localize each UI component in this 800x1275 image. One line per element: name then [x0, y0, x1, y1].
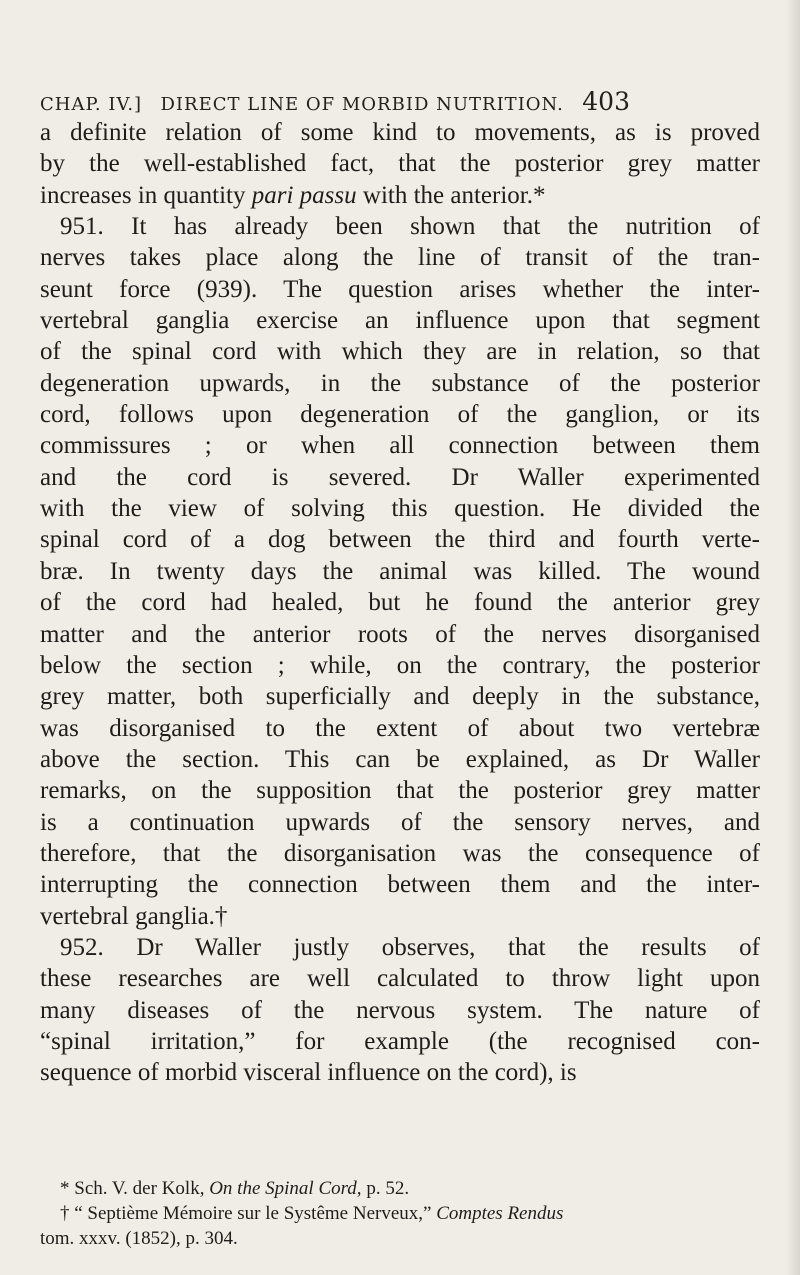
footnote-line: * Sch. V. der Kolk, On the Spinal Cord, p. 52.	[60, 1178, 410, 1199]
text-line: 952. Dr Waller justly observes, that the results of	[60, 933, 760, 961]
footnote-italic: On the Spinal Cord,	[209, 1178, 362, 1199]
text-line: vertebral ganglia exercise an influence upon that segment	[40, 307, 760, 335]
footnote-italic: Comptes Rendus	[436, 1203, 564, 1224]
text-line: sequence of morbid visceral influence on the cord), is	[40, 1059, 577, 1087]
text-line: below the section ; while, on the contrary, the posterior	[40, 651, 760, 679]
body-text	[40, 117, 760, 1089]
text-line: spinal cord of a dog between the third and fourth verte-	[40, 526, 760, 554]
text-line: interrupting the connection between them and the inter-	[40, 871, 760, 899]
text-line: seunt force (939). The question arises whether the inter-	[40, 275, 760, 303]
text-line: matter and the anterior roots of the nerves disorganised	[40, 620, 760, 648]
text-line: degeneration upwards, in the substance of the posterior	[40, 369, 760, 397]
text-line: and the cord is severed. Dr Waller experimented	[40, 463, 760, 491]
text-line: these researches are well calculated to throw light upon	[40, 965, 760, 993]
text-line: “spinal irritation,” for example (the recognised con-	[40, 1027, 760, 1055]
text-line: a definite relation of some kind to movements, as is proved	[40, 119, 760, 146]
page-number: 403	[582, 87, 630, 116]
text-line: 951. It has already been shown that the nutrition of	[60, 213, 760, 241]
running-head	[40, 87, 630, 116]
text-line: with the view of solving this question. He divided the	[40, 495, 760, 523]
text-line: therefore, that the disorganisation was the consequence of	[40, 839, 760, 867]
text-line: is a continuation upwards of the sensory nerves, and	[40, 808, 760, 836]
text-line: many diseases of the nervous system. The nature of	[40, 996, 760, 1024]
footnote-line: tom. xxxv. (1852), p. 304.	[40, 1228, 238, 1249]
text-line: by the well-established fact, that the posterior grey matter	[40, 150, 760, 178]
footnote-line: † “ Septième Mémoire sur le Systême Nerveux,” Comptes Rendus	[60, 1203, 564, 1224]
footnotes	[40, 1176, 760, 1251]
text-line: commissures ; or when all connection between them	[40, 432, 760, 460]
text-line: was disorganised to the extent of about two vertebræ	[40, 714, 760, 742]
italic-phrase: pari passu	[251, 181, 357, 209]
text-line: grey matter, both superficially and deeply in the substance,	[40, 683, 760, 711]
text-line: cord, follows upon degeneration of the ganglion, or its	[40, 401, 760, 429]
chapter-label: CHAP. IV.]	[40, 94, 143, 115]
text-line: remarks, on the supposition that the posterior grey matter	[40, 777, 760, 805]
text-line: of the cord had healed, but he found the anterior grey	[40, 589, 760, 617]
text-line: nerves takes place along the line of transit of the tran-	[40, 244, 760, 272]
text-line: bræ. In twenty days the animal was killed. The wound	[40, 557, 760, 585]
text-line: above the section. This can be explained, as Dr Waller	[40, 745, 760, 773]
text-line: of the spinal cord with which they are in relation, so that	[40, 338, 760, 366]
text-line: increases in quantity pari passu with the anterior.*	[40, 181, 546, 209]
text-line: vertebral ganglia.†	[40, 902, 228, 930]
page-edge-shadow	[786, 0, 800, 1275]
running-title: DIRECT LINE OF MORBID NUTRITION.	[160, 94, 564, 115]
